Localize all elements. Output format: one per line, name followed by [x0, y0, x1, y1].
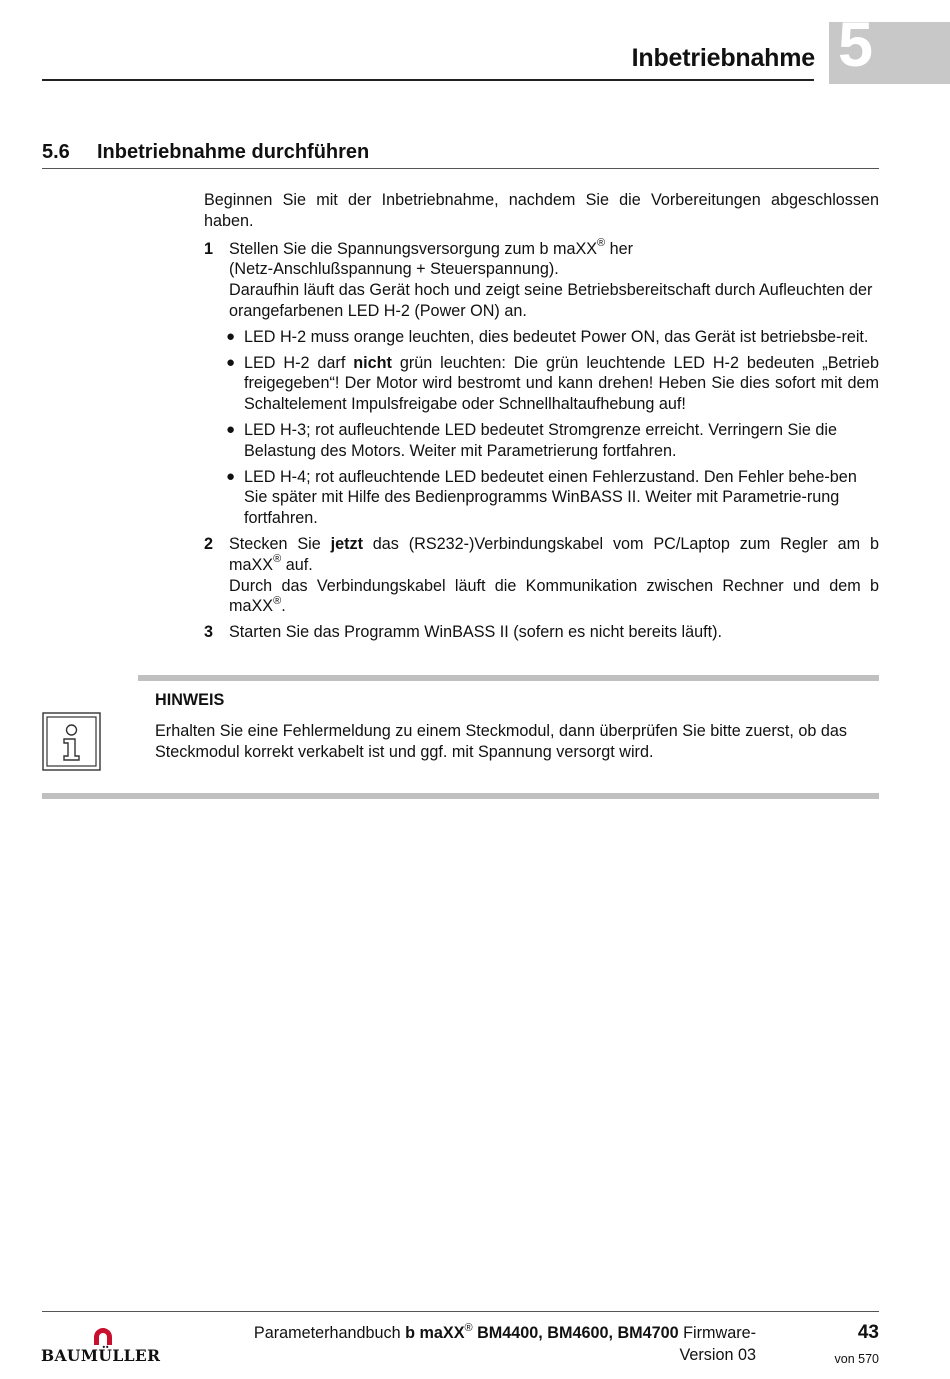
- step-2-text-bold: jetzt: [330, 534, 363, 553]
- bullet-text: LED H-3; rot aufleuchtende LED bedeutet Stromgrenze erreicht. Verringern Sie die Belastung des Motors. Weiter mit Parametrierung fortfahren.: [244, 420, 837, 460]
- bullet-dot: ●: [226, 327, 236, 345]
- step-2-text-c: auf.: [281, 555, 313, 574]
- logo-icon: [91, 1325, 115, 1345]
- info-icon: [42, 712, 101, 771]
- page-total: von 570: [834, 1352, 879, 1366]
- step-2-text-b: das (RS232-)Verbindungskabel vom PC/Laptop zum Regler am b maXX: [229, 534, 879, 574]
- note-rule-top: [138, 675, 879, 681]
- step-2-text-a: Stecken Sie: [229, 534, 331, 553]
- step-1: [204, 239, 879, 322]
- intro-paragraph: Beginnen Sie mit der Inbetriebnahme, nachdem Sie die Vorbereitungen abgeschlossen haben.: [204, 191, 879, 230]
- step-1-line-1: [229, 239, 879, 260]
- registered-mark: ®: [464, 1321, 473, 1334]
- step-1-line-3: Daraufhin läuft das Gerät hoch und zeigt seine Betriebsbereitschaft durch Aufleuchten der orangefarbenen LED H-2 (Power ON) an.: [229, 281, 873, 320]
- footer-text-a: Parameterhandbuch: [253, 1324, 406, 1342]
- bullet-item: [204, 420, 879, 462]
- registered-mark: ®: [597, 237, 606, 250]
- step-3-text: Starten Sie das Programm WinBASS II (sofern es nicht bereits läuft).: [229, 623, 723, 642]
- bullet-item: [204, 467, 879, 529]
- bullet-dot: ●: [226, 420, 236, 438]
- step-2-line-2: [229, 576, 879, 618]
- section-title: Inbetriebnahme durchführen: [97, 141, 370, 163]
- note-label: HINWEIS: [155, 691, 225, 709]
- step-1-text-a: Stellen Sie die Spannungsversorgung zum b maXX: [229, 239, 598, 258]
- note-rule-bottom: [42, 793, 879, 799]
- bullet-dot: ●: [226, 353, 236, 371]
- footer-models: BM4400, BM4600, BM4700: [472, 1324, 679, 1342]
- step-2-line-1: [229, 534, 879, 576]
- step-2-text-e: .: [281, 597, 286, 616]
- chapter-number: 5: [838, 10, 874, 80]
- step-2: [204, 534, 879, 617]
- bullet-text-b: grün leuchten: Die grün leuchtende LED H-2 bedeuten „Betrieb freigegeben“! Der Motor wird bestromt und kann drehen! Heben Sie dies sofort mit dem Schaltelement Impulsfreigabe oder Schnellhaltaufhebung auf!: [244, 353, 879, 414]
- step-number: 1: [204, 239, 214, 258]
- registered-mark: ®: [273, 594, 282, 607]
- note-text: Erhalten Sie eine Fehlermeldung zu einem Steckmodul, dann überprüfen Sie bitte zuerst, ob das Steckmodul korrekt verkabelt ist und ggf. mit Spannung versorgt wird.: [155, 722, 847, 761]
- page-number: 43: [857, 1322, 879, 1343]
- footer-title: [190, 1322, 756, 1366]
- header-rule: [42, 79, 814, 81]
- bullet-text-bold: nicht: [353, 353, 392, 372]
- bullet-item: [204, 353, 879, 415]
- section-rule: [42, 168, 879, 169]
- footer-rule: [42, 1311, 879, 1312]
- bullet-text: LED H-4; rot aufleuchtende LED bedeutet einen Fehlerzustand. Den Fehler behe-ben Sie später mit Hilfe des Bedienprogramms WinBASS II. Weiter mit Parametrie-rung fortfahren.: [244, 467, 857, 528]
- chapter-title: Inbetriebnahme: [631, 44, 815, 72]
- registered-mark: ®: [273, 553, 282, 566]
- logo-text: BAUMÜLLER: [41, 1346, 161, 1365]
- footer-product: b maXX: [405, 1324, 465, 1342]
- company-logo: [41, 1325, 166, 1365]
- body-content: [204, 190, 879, 648]
- step-2-text-d: Durch das Verbindungskabel läuft die Kommunikation zwischen Rechner und dem b maXX: [229, 576, 879, 616]
- section-heading: [42, 141, 369, 164]
- step-number: 3: [204, 623, 214, 642]
- bullet-item: [204, 327, 879, 348]
- footer-line-1: [190, 1322, 756, 1344]
- step-1-line-2: (Netz-Anschlußspannung + Steuerspannung).: [229, 260, 559, 279]
- step-1-text-b: her: [605, 239, 634, 258]
- section-number: 5.6: [42, 141, 70, 163]
- step-number: 2: [204, 534, 214, 553]
- footer-line-2: Version 03: [679, 1346, 756, 1364]
- step-3: [204, 622, 879, 643]
- footer-text-b: Firmware-: [678, 1324, 756, 1342]
- bullet-dot: ●: [226, 467, 236, 485]
- bullet-text: LED H-2 muss orange leuchten, dies bedeutet Power ON, das Gerät ist betriebsbe-reit.: [244, 327, 869, 346]
- bullet-text-a: LED H-2 darf: [244, 353, 354, 372]
